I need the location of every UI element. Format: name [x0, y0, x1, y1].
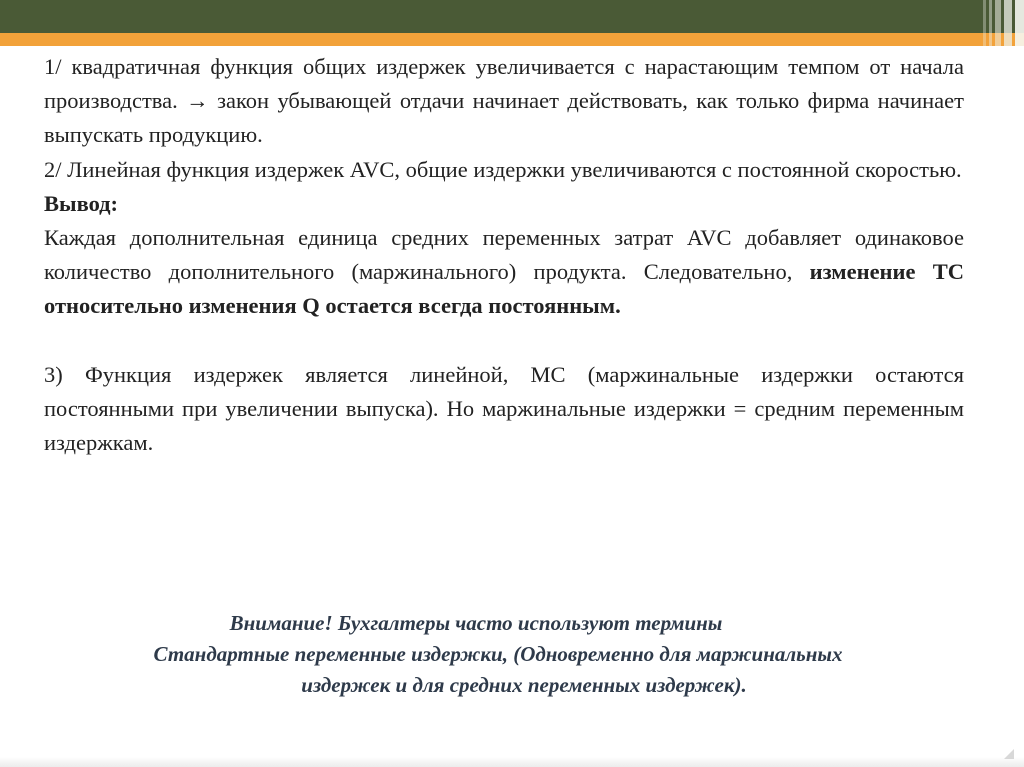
note-line-1: Внимание! Бухгалтеры часто используют термины — [229, 611, 723, 635]
note-line-2: Стандартные переменные издержки, (Одновременно для маржинальных — [153, 642, 843, 666]
header-dark-band — [0, 0, 1024, 33]
slide-body — [44, 50, 964, 460]
spacer — [44, 324, 964, 358]
paragraph-linear-mc: 3) Функция издержек является линейной, МС (маржинальные издержки остаются постоянными при увеличении выпуска). Но маржинальные издержки = средним переменным издержкам. — [44, 361, 964, 456]
header-accent-band — [0, 33, 1024, 46]
paragraph-linear-cost: 2/ Линейная функция издержек AVC, общие издержки увеличиваются с постоянной скоростью. — [44, 156, 962, 182]
header-decor-stripes — [980, 0, 1024, 46]
page-bottom-shadow — [0, 757, 1024, 767]
paragraph-conclusion — [44, 221, 964, 324]
conclusion-emphasis: изменение ТС относительно изменения Q остается всегда постоянным. — [44, 259, 964, 319]
paragraph-quadratic-cost: 1/ квадратичная функция общих издержек увеличивается с нарастающим темпом от начала производства. → закон убывающей отдачи начинает действовать, как только фирма начинает выпускать продукцию. — [44, 54, 964, 148]
page-corner-mark — [1004, 749, 1014, 759]
accounting-note — [44, 608, 964, 701]
conclusion-text: Каждая дополнительная единица средних переменных затрат AVC добавляет одинаковое количество дополнительного (маржинального) продукта. Следовательно, — [44, 225, 964, 285]
conclusion-heading: Вывод: — [44, 190, 119, 216]
note-line-3: издержек и для средних переменных издержек). — [301, 673, 747, 697]
